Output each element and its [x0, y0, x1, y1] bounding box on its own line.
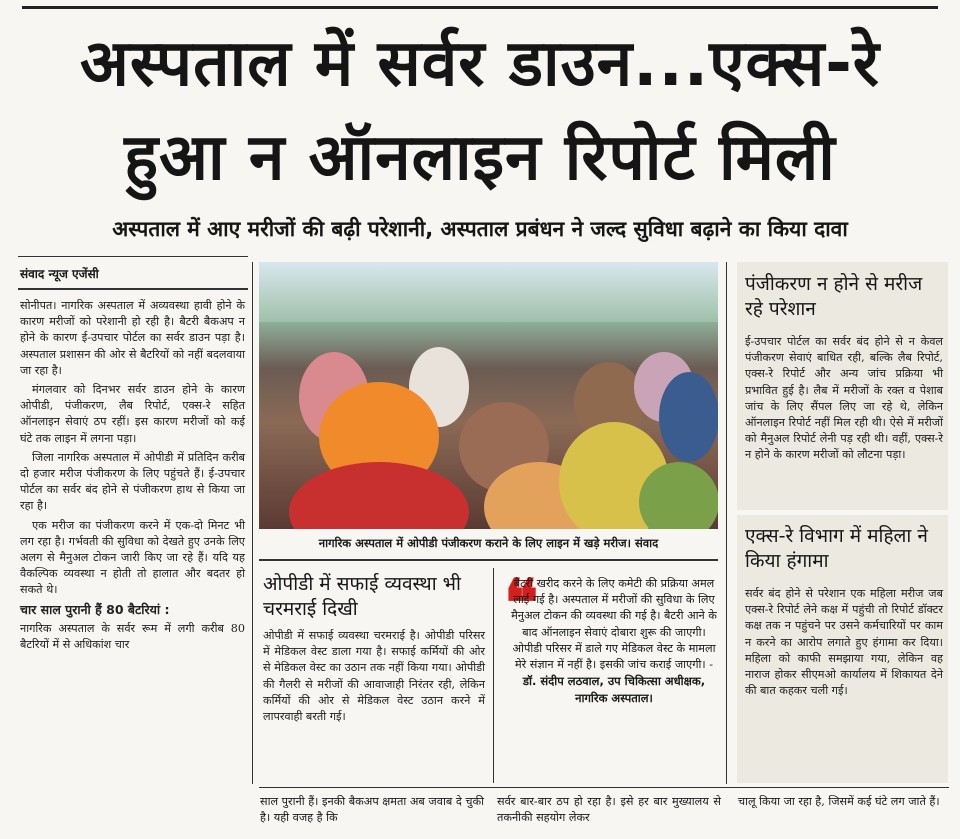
paragraph: एक मरीज का पंजीकरण करने में एक-दो मिनट भी लग रहा है। गर्भवती की सुविधा को देखते हुए उनके लिए अलग से मैनुअल टोकन जारी किए जा रहे हैं। यदि यह वैकल्पिक व्यवस्था न होती तो हालात और बदतर हो सकते थे।: [20, 518, 245, 597]
headline-line1: अस्पताल में सर्वर डाउन...एक्स-रे: [80, 27, 880, 101]
photo-caption: नागरिक अस्पताल में ओपीडी पंजीकरण कराने के लिए लाइन में खड़े मरीज। संवाद: [318, 536, 659, 550]
official-quote: [510, 576, 718, 708]
paragraph: सोनीपत। नागरिक अस्पताल में अव्यवस्था हावी होने के कारण मरीजों को परेशानी हो रही है। बैटरी बैकअप न होने के कारण ई-उपचार पोर्टल का सर्वर डाउन पड़ा है। अस्पताल प्रशासन की ओर से बैटरियों को नहीं बदलवाया जा रहा है।: [20, 299, 245, 377]
paragraph: मंगलवार को दिनभर सर्वर डाउन होने के कारण ओपीडी, पंजीकरण, लैब रिपोर्ट, एक्स-रे सहित ऑनलाइन सेवाएं ठप रहीं। इस कारण मरीजों को कई घंटे तक लाइन में लगना पड़ा।: [20, 383, 245, 445]
divider: [259, 787, 949, 788]
paragraph: जिला नागरिक अस्पताल में ओपीडी में प्रतिदिन करीब दो हजार मरीज पंजीकरण के लिए पहुंचते हैं। ई-उपचार पोर्टल का सर्वर बंद होने से पंजीकरण हाथ से किया जा रहा है।: [20, 450, 245, 513]
divider: [18, 288, 248, 290]
paragraph: नागरिक अस्पताल के सर्वर रूम में लगी करीब 80 बैटरियों में से अधिकांश चार: [20, 621, 245, 652]
bottom-text: साल पुरानी हैं। इनकी बैकअप क्षमता अब जवाब दे चुकी है। यही वजह है कि: [260, 795, 484, 825]
news-photo-queue: [259, 262, 718, 529]
section-body-cleanliness: ओपीडी में सफाई व्यवस्था चरमराई है। ओपीडी परिसर में मेडिकल वेस्ट डाला गया है। सफाई कर्मियों की ओर से मेडिकल वेस्ट का उठान तक नहीं किया गया। ओपीडी की गैलरी से मरीजों की आवाजाही निरंतर रही, लेकिन कर्मियों की ओर से मेडिकल वेस्ट उठान करने में लापरवाही बरती गई।: [263, 629, 485, 724]
left-article-column: [20, 298, 245, 656]
sidebox-title: पंजीकरण न होने से मरीज रहे परेशान: [745, 273, 923, 320]
subheading-batteries: चार साल पुरानी हैं 80 बैटरियां :: [20, 601, 170, 617]
divider: [252, 262, 253, 784]
quote-mark-icon: ❝: [504, 566, 539, 641]
quote-text: बैटरी खरीद करने के लिए कमेटी की प्रक्रिया अमल लाई गई है। अस्पताल में मरीजों की सुविधा के लिए मैनुअल टोकन की व्यवस्था की गई है। बैटरी आने के बाद ऑनलाइन सेवाएं दोबारा शुरू की जाएगी। ओपीडी परिसर में डाले गए मेडिकल वेस्ट के मामला मेरे संज्ञान में नहीं है। इसकी जांच कराई जाएगी। -: [511, 577, 717, 672]
bottom-text: चालू किया जा रहा है, जिसमें कई घंटे लग जाते हैं।: [738, 795, 940, 808]
subheadline: अस्पताल में आए मरीजों की बढ़ी परेशानी, अस्पताल प्रबंधन ने जल्द सुविधा बढ़ाने का किया दावा: [112, 217, 848, 241]
bottom-text: सर्वर बार-बार ठप हो रहा है। इसे हर बार मुख्यालय से तकनीकी सहयोग लेकर: [497, 795, 721, 825]
divider: [259, 559, 718, 561]
section-title-cleanliness: ओपीडी में सफाई व्यवस्था भी चरमराई दिखी: [263, 573, 461, 620]
byline: संवाद न्यूज एजेंसी: [20, 267, 99, 281]
divider: [726, 262, 727, 784]
sidebox-body: सर्वर बंद होने से परेशान एक महिला मरीज जब एक्स-रे रिपोर्ट लेने कक्ष में पहुंची तो रिपोर्ट डॉक्टर कक्ष तक न पहुंचने पर उसने कर्मचारियों पर काम न करने का आरोप लगाते हुए हंगामा कर दिया। महिला को काफी समझाया गया, लेकिन वह नाराज होकर सीएमओ कार्यालय में शिकायत देने की बात कहकर चली गई।: [745, 587, 943, 698]
sidebox-body: ई-उपचार पोर्टल का सर्वर बंद होने से न केवल पंजीकरण सेवाएं बाधित रही, बल्कि लैब रिपोर्ट, एक्स-रे रिपोर्ट और अन्य जांच प्रक्रिया भी प्रभावित हुई है। लैब में मरीजों के रक्त व पेशाब जांच के लिए सैंपल लिए जा रहे थे, लेकिन ऑनलाइन रिपोर्ट नहीं मिल रही थी। ऐसे में मरीजों को मैनुअल रिपोर्ट लेनी पड़ रही थी। वहीं, एक्स-रे न होने के कारण मरीजों को लौटना पड़ा।: [745, 335, 943, 462]
sidebox-title: एक्स-रे विभाग में महिला ने किया हंगामा: [745, 525, 928, 572]
top-rule: [22, 6, 938, 9]
divider: [18, 256, 248, 257]
quote-signature: डॉ. संदीप लठवाल, उप चिकित्सा अधीक्षक, नागरिक अस्पताल।: [522, 674, 706, 706]
divider: [493, 568, 494, 783]
headline-line2: हुआ न ऑनलाइन रिपोर्ट मिली: [124, 121, 836, 195]
